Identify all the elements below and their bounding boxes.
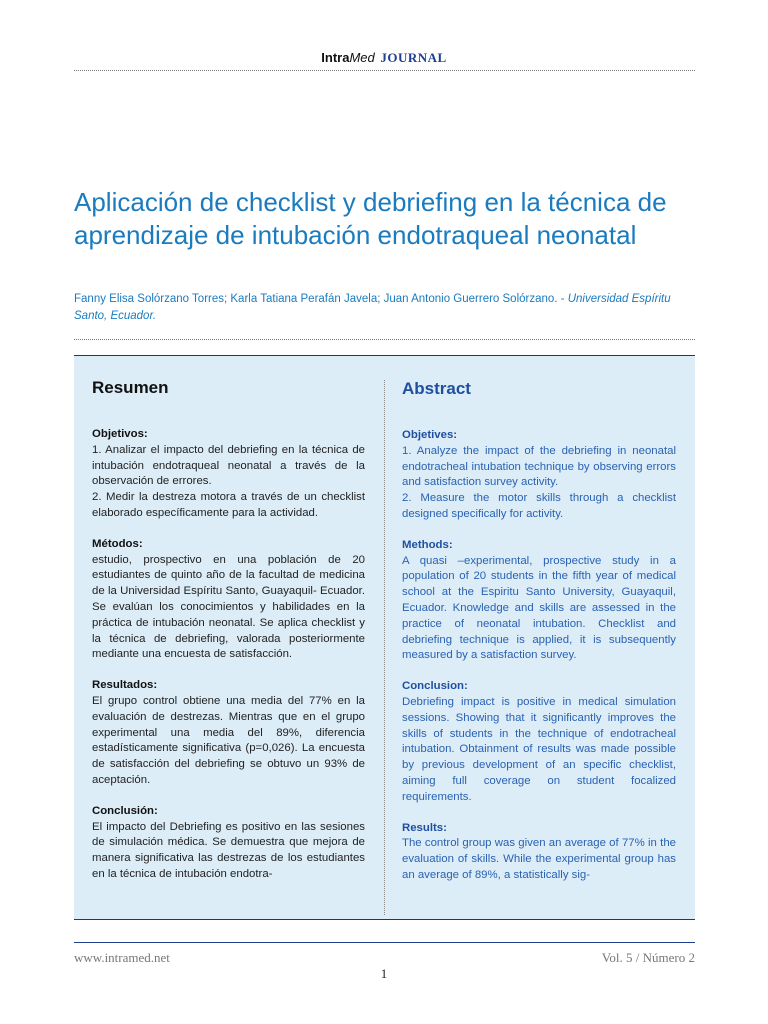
section-text: A quasi –experimental, prospective study in a population of 20 students in the fifth year of medical school at the Espiritu Santo University, Guayaquil, Ecuador. Knowledge and skills are assessed in the practice of neonatal intubation. Checklist and debriefing technique is applied, it is subsequently measured by a satisfaction survey. (402, 554, 676, 662)
resumen-heading: Resumen (92, 378, 169, 397)
abstract-heading: Abstract (402, 379, 471, 398)
page-number: 1 (380, 966, 388, 981)
journal-header (0, 50, 768, 66)
section-text: El impacto del Debriefing es positivo en las sesiones de simulación médica. Se demuestra que mejora de manera significativa las destrezas de los estudiantes en la técnica de intubación endotra- (92, 820, 365, 880)
abstract-section-results (402, 821, 676, 884)
article-title: Aplicación de checklist y debriefing en la técnica de aprendizaje de intubación endotraqueal neonatal (74, 187, 667, 250)
header-divider (74, 70, 695, 71)
section-text: 2. Measure the motor skills through a checklist designed specifically for activity. (402, 492, 676, 520)
section-text: The control group was given an average of 77% in the evaluation of skills. While the experimental group has an average of 89%, a statistically sig- (402, 837, 676, 881)
section-heading: Resultados: (92, 679, 158, 692)
column-divider (384, 380, 385, 915)
resumen-section-metodos (92, 537, 365, 663)
abstract-column (402, 378, 676, 899)
section-heading: Conclusión: (92, 804, 158, 817)
journal-brand-bold: Intra (321, 50, 350, 65)
article-authors (74, 291, 699, 325)
section-text: 1. Analizar el impacto del debriefing en la técnica de intubación endotraqueal neonatal a través de la observación de errores. (92, 443, 365, 488)
footer-website: www.intramed.net (74, 950, 170, 965)
footer-divider (74, 942, 695, 943)
section-heading: Objetivos: (92, 428, 148, 440)
abstract-section-objectives (402, 428, 676, 523)
footer-volume: Vol. 5 / Número 2 (601, 950, 695, 965)
abstract-section-conclusion (402, 679, 676, 805)
resumen-column (92, 377, 365, 898)
authors-divider (74, 339, 695, 340)
section-text: 2. Medir la destreza motora a través de un checklist elaborado específicamente para la actividad. (92, 491, 365, 519)
resumen-section-objetivos (92, 427, 365, 522)
section-text: Debriefing impact is positive in medical simulation sessions. Showing that it significantly improves the skills of students in the technique of endotracheal intubation. Obtainment of results was made possible by previous development of an specific checklist, aiming full coverage on student focalized requirements. (402, 695, 676, 803)
author-affiliation: Universidad Espíritu Santo, Ecuador. (74, 293, 671, 322)
journal-name: JOURNAL (380, 50, 447, 65)
section-heading: Objetives: (402, 429, 458, 441)
section-text: 1. Analyze the impact of the debriefing in neonatal endotracheal intubation technique by observing errors and satisfaction survey activity. (402, 444, 676, 489)
resumen-section-conclusion (92, 804, 365, 883)
author-list: Fanny Elisa Solórzano Torres; Karla Tatiana Perafán Javela; Juan Antonio Guerrero Solórzano. - (74, 293, 568, 305)
resumen-section-resultados (92, 678, 365, 789)
section-heading: Methods: (402, 538, 453, 551)
section-text: El grupo control obtiene una media del 77% en la evaluación de destrezas. Mientras que en el grupo experimental una media del 89%, diferencia estadísticamente significativa (p=0,026). La encuesta de satisfacción del debriefing se obtuvo un 93% de aceptación. (92, 694, 365, 786)
abstract-section-methods (402, 538, 676, 664)
journal-brand-italic: Med (349, 50, 375, 65)
section-heading: Conclusion: (402, 680, 468, 693)
section-text: estudio, prospectivo en una población de 20 estudiantes de quinto año de la facultad de medicina de la Universidad Espíritu Santo, Guayaquil- Ecuador. Se evalúan los conocimientos y habilidades en la práctica de intubación neonatal. Se aplica checklist y la técnica de debriefing, valorada posteriormente mediante una encuesta de satisfacción. (92, 553, 365, 661)
section-heading: Results: (402, 821, 447, 834)
section-heading: Métodos: (92, 537, 143, 550)
